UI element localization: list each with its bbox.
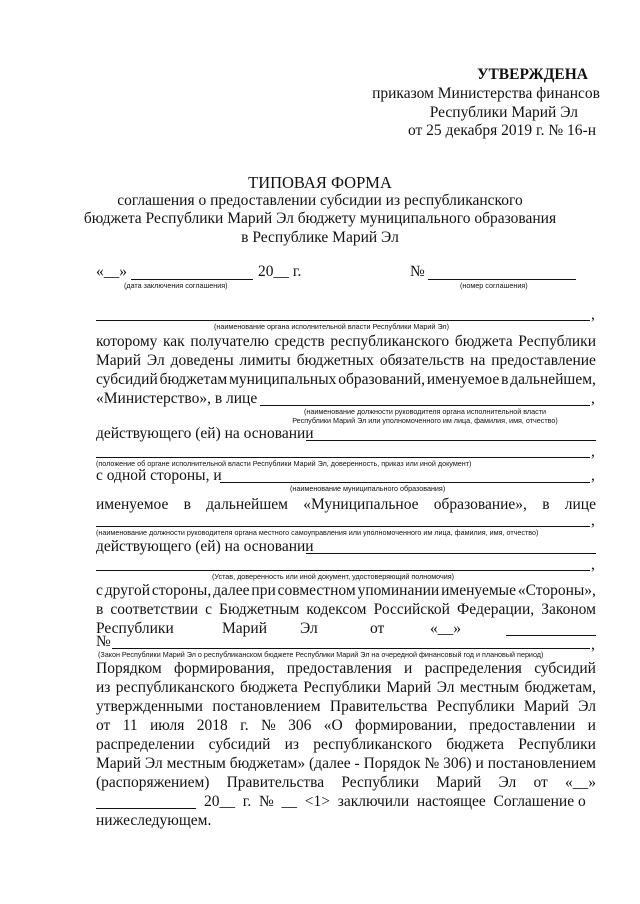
word: Порядок xyxy=(363,755,421,772)
word: кодексом xyxy=(306,601,367,618)
word: в xyxy=(501,371,509,388)
word: упоминании xyxy=(357,582,440,599)
ministry-head-line[interactable] xyxy=(260,405,590,406)
caption-ministry-org: (наименование органа исполнительной власти Республики Марий Эл) xyxy=(214,322,449,331)
caption-position-2: Республики Марий Эл или уполномоченного им лица, фамилия, имя, отчество) xyxy=(292,416,558,425)
word: Законом xyxy=(541,601,596,618)
word: Марий xyxy=(386,679,432,696)
word: распределения xyxy=(424,660,522,677)
word: в xyxy=(542,496,550,513)
caption-position-1: (наименование должности руководителя органа исполнительной власти xyxy=(303,407,547,416)
word: утвержденными xyxy=(96,698,203,715)
law-number-line[interactable] xyxy=(112,648,590,649)
word: (далее xyxy=(309,755,351,772)
law-date-line[interactable] xyxy=(506,635,596,636)
word: дальнейшем xyxy=(206,496,288,513)
word: местным xyxy=(459,679,520,696)
caption-municipality: (наименование муниципального образования) xyxy=(290,484,446,493)
word: стороны, xyxy=(151,582,212,599)
word: Марий xyxy=(96,755,142,772)
basis-1-line-b[interactable] xyxy=(96,457,590,458)
word: бюджетам, xyxy=(524,679,596,696)
word: дальнейшем, xyxy=(510,371,596,388)
p4-line-5 xyxy=(96,736,596,754)
word: Эл xyxy=(498,774,517,791)
caption-statute: (Устав, доверенность или иной документ, удостоверяющий полномочия) xyxy=(212,572,455,581)
word: 2018 xyxy=(196,717,228,734)
word: республиканского xyxy=(313,736,433,753)
date-year: 20__ г. xyxy=(258,263,302,280)
p4-line-9: нижеследующем. xyxy=(96,812,212,829)
word: Республики xyxy=(436,698,515,715)
caption-basis-1: (положение об органе исполнительной власти Республики Марий Эл, доверенность, приказ или иной документ) xyxy=(96,459,472,468)
word: Федерации, xyxy=(457,601,535,618)
word: доведены xyxy=(170,352,234,369)
agreement-number-line[interactable] xyxy=(428,279,576,280)
form-subtitle-1: соглашения о предоставлении субсидии из республиканского xyxy=(117,192,523,209)
p3-word-republic: Республики xyxy=(96,620,174,637)
word: «Муниципальное xyxy=(303,496,419,513)
word: в xyxy=(183,496,191,513)
p3-word-mariy: Марий xyxy=(222,620,268,637)
word: № xyxy=(424,755,440,772)
comma-6: , xyxy=(591,556,595,573)
form-subtitle-3: в Республике Марий Эл xyxy=(241,229,399,246)
caption-law: (Закон Республики Марий Эл о республиканском бюджете Республики Марий Эл на очередной финансовый год и плановый период) xyxy=(98,650,544,659)
word: от xyxy=(533,774,548,791)
word: с xyxy=(205,601,212,618)
local-head-line[interactable] xyxy=(96,526,590,527)
word: муниципальных xyxy=(229,371,337,388)
decree-date-line[interactable] xyxy=(96,808,196,809)
p4-line-2 xyxy=(96,679,596,697)
p4-line-7 xyxy=(96,774,596,792)
word: постановлением xyxy=(212,698,321,715)
p4-line-8: 20__ г. № __ <1> заключили настоящее Соглашение о xyxy=(204,793,586,810)
p1-line-1 xyxy=(96,333,596,351)
word: как xyxy=(163,333,185,350)
p4-line-6 xyxy=(96,755,596,773)
word: - xyxy=(354,755,360,772)
form-title: ТИПОВАЯ ФОРМА xyxy=(248,173,392,192)
word: субсидий xyxy=(208,736,271,753)
word: Бюджетным xyxy=(219,601,300,618)
word: и xyxy=(475,755,484,772)
p4-line-1 xyxy=(96,660,596,678)
comma-3: , xyxy=(591,443,595,460)
comma-7: , xyxy=(591,636,595,653)
word: при xyxy=(251,582,276,599)
word: бюджетам» xyxy=(229,755,306,772)
word: бюджета xyxy=(454,333,513,350)
word: именуемое xyxy=(426,371,500,388)
word: лимиты xyxy=(239,352,291,369)
word: именуемые xyxy=(441,582,516,599)
word: Эл xyxy=(578,698,596,715)
word: от xyxy=(96,717,111,734)
word: именуемое xyxy=(96,496,169,513)
one-side-text: с одной стороны, и xyxy=(96,467,222,484)
word: средств xyxy=(274,333,325,350)
word: предоставление xyxy=(491,352,596,369)
word: соответствии xyxy=(110,601,198,618)
word: Правительства xyxy=(329,698,428,715)
word: с xyxy=(96,582,103,599)
word: Эл xyxy=(146,352,165,369)
p3-line-2 xyxy=(96,601,596,619)
word: 306) xyxy=(443,755,472,772)
word: бюджетных xyxy=(296,352,374,369)
basis-2-line-b[interactable] xyxy=(96,570,590,571)
word: и xyxy=(404,660,413,677)
word: «Стороны», xyxy=(517,582,596,599)
p1-line-4: «Министерство», в лице xyxy=(96,390,258,407)
word: на xyxy=(470,352,486,369)
p4-line-4 xyxy=(96,717,596,735)
number-caption: (номер соглашения) xyxy=(460,281,528,290)
word: Республики xyxy=(341,774,420,791)
p2-line-1 xyxy=(96,496,596,514)
municipality-line[interactable] xyxy=(220,482,590,483)
word: далее xyxy=(213,582,250,599)
p1-line-2 xyxy=(96,352,596,370)
word: «О xyxy=(323,717,343,734)
word: и xyxy=(587,717,596,734)
p3-line-1 xyxy=(96,582,596,600)
word: (распоряжением) xyxy=(96,774,210,791)
word: формирования, xyxy=(174,660,275,677)
caption-head-local: (наименование должности руководителя органа местного самоуправления или уполномоченного им лица, фамилия, имя, отчество) xyxy=(96,528,539,537)
comma-5: , xyxy=(591,512,595,529)
word: получателю xyxy=(190,333,269,350)
word: Республики xyxy=(518,736,596,753)
p3-word-ot: от xyxy=(370,620,385,637)
word: июля xyxy=(150,717,185,734)
word: Республики xyxy=(518,333,596,350)
word: «__» xyxy=(564,774,596,791)
word: распределении xyxy=(96,736,195,753)
approval-title: УТВЕРЖДЕНА xyxy=(477,66,588,83)
word: Марий xyxy=(436,774,482,791)
approval-line-1: приказом Министерства финансов xyxy=(372,85,600,102)
word: 11 xyxy=(122,717,138,734)
word: субсидий xyxy=(534,660,596,677)
p4-line-3 xyxy=(96,698,596,716)
p1-line-3 xyxy=(96,371,596,389)
acting-on-basis-1: действующего (ей) на основании xyxy=(96,425,314,442)
basis-1-line-a[interactable] xyxy=(306,440,596,441)
word: республиканского xyxy=(330,333,450,350)
number-sign: № xyxy=(410,263,425,280)
word: 306 xyxy=(288,717,312,734)
word: г. xyxy=(240,717,249,734)
approval-line-3: от 25 декабря 2019 г. № 16-н xyxy=(407,122,596,139)
word: № xyxy=(260,717,276,734)
date-caption: (дата заключения соглашения) xyxy=(124,281,228,290)
word: бюджетам xyxy=(159,371,228,388)
word: Российской xyxy=(373,601,450,618)
word: Порядком xyxy=(96,660,162,677)
word: предоставления xyxy=(286,660,392,677)
word: Марий xyxy=(523,698,569,715)
word: Правительства xyxy=(226,774,325,791)
word: другой xyxy=(104,582,150,599)
word: совместном xyxy=(277,582,356,599)
p3-date-day: «__» xyxy=(430,620,461,637)
acting-on-basis-2: действующего (ей) на основании xyxy=(96,538,314,555)
word: образований, xyxy=(338,371,426,388)
word: местным xyxy=(166,755,226,772)
word: образование», xyxy=(433,496,527,513)
word: субсидий xyxy=(96,371,158,388)
form-subtitle-2: бюджета Республики Марий Эл бюджету муниципального образования xyxy=(83,210,557,227)
word: бюджета xyxy=(446,736,505,753)
word: которому xyxy=(96,333,158,350)
word: Эл xyxy=(144,755,163,772)
word: лице xyxy=(564,496,596,513)
comma-2: , xyxy=(591,390,595,407)
word: Республики xyxy=(303,679,381,696)
word: из xyxy=(284,736,300,753)
date-month-line[interactable] xyxy=(131,279,253,280)
word: Марий xyxy=(96,352,142,369)
word: постановлением xyxy=(487,755,596,772)
word: бюджета xyxy=(240,679,298,696)
word: из xyxy=(96,679,111,696)
basis-2-line-a[interactable] xyxy=(306,553,596,554)
word: республиканского xyxy=(115,679,235,696)
comma-4: , xyxy=(591,467,595,484)
word: в xyxy=(96,601,104,618)
word: предоставлении xyxy=(469,717,576,734)
word: обязательств xyxy=(379,352,465,369)
approval-line-2: Республики Марий Эл xyxy=(429,104,578,121)
p3-word-el: Эл xyxy=(300,620,318,637)
ministry-org-line[interactable] xyxy=(96,320,590,321)
p3-number-sign: № xyxy=(96,633,111,650)
word: Эл xyxy=(436,679,455,696)
comma-1: , xyxy=(591,306,595,323)
word: формировании, xyxy=(355,717,457,734)
date-day: «__» xyxy=(96,263,127,280)
